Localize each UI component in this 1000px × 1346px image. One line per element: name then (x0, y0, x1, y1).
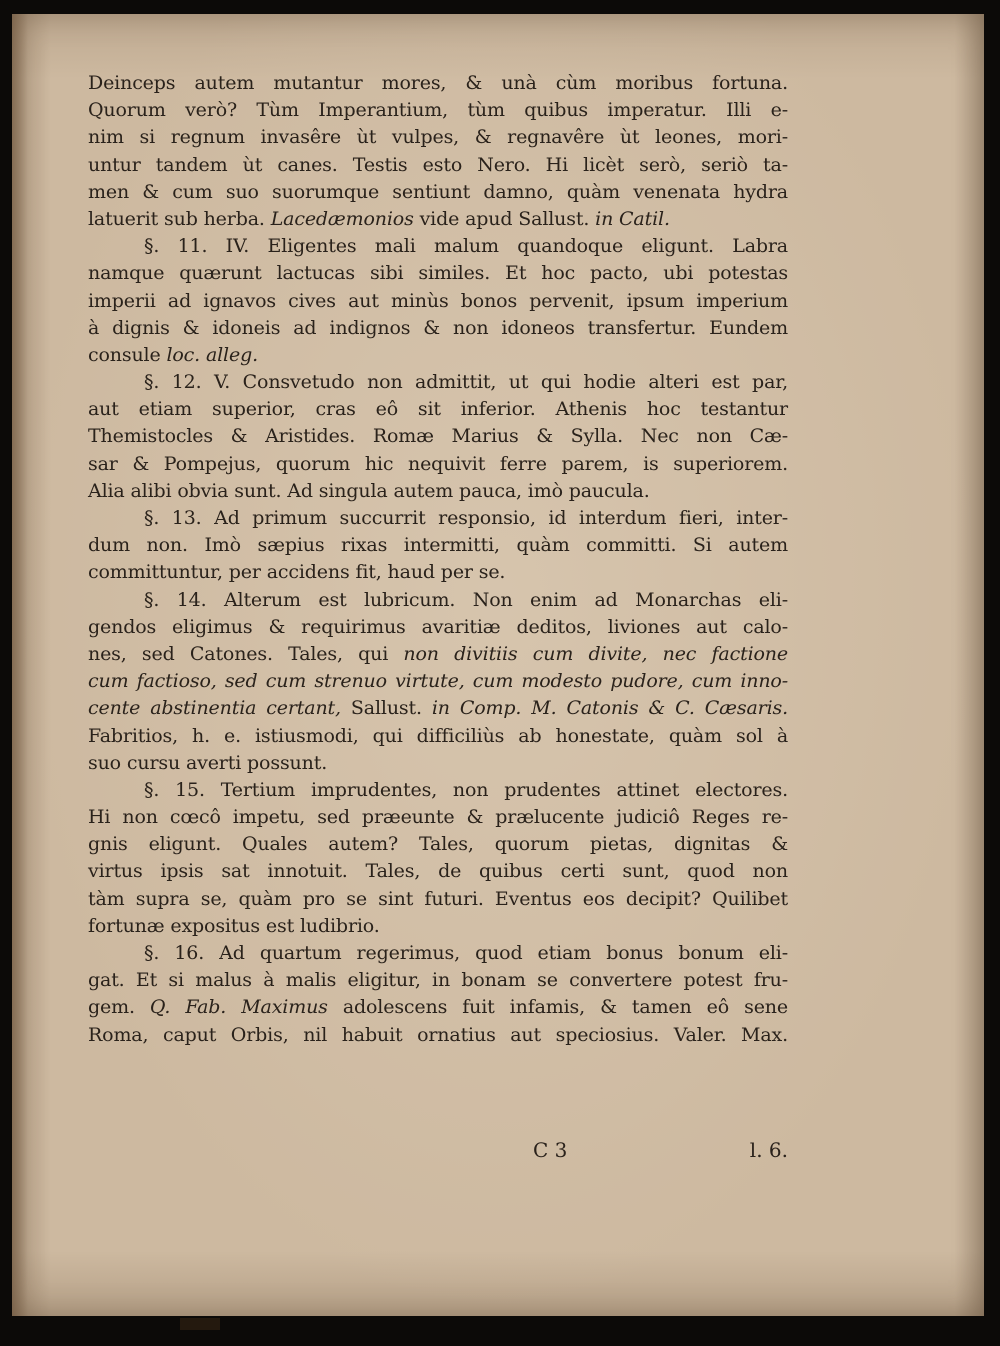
italic-span: loc. alleg. (166, 343, 258, 366)
text-span: fortunæ expositus est ludibrio. (88, 914, 380, 937)
text-line (88, 940, 788, 967)
text-span: §. 11. IV. Eligentes mali malum quandoque eligunt. Labra (144, 235, 788, 258)
text-span: suo cursu averti possunt. (88, 751, 328, 774)
text-line (88, 804, 788, 831)
text-line (88, 886, 788, 913)
text-span: nes, sed Catones. Tales, qui (88, 642, 404, 665)
text-span: §. 13. Ad primum succurrit responsio, id interdum fieri, inter- (144, 507, 788, 529)
italic-span: Lacedæmonios (270, 207, 414, 230)
text-span: gem. (88, 996, 150, 1019)
text-span: §. 15. Tertium imprudentes, non prudentes attinet electores. (144, 778, 788, 801)
text-line (88, 587, 788, 614)
text-line (88, 723, 788, 750)
text-span: virtus ipsis sat innotuit. Tales, de quibus certi sunt, quod non (88, 860, 788, 883)
text-line (88, 858, 788, 885)
text-span: aut etiam superior, cras eô sit inferior. Athenis hoc testantur (88, 398, 788, 421)
text-line (88, 206, 788, 233)
text-line (88, 478, 788, 505)
body-text (88, 70, 788, 1049)
text-line (88, 641, 788, 668)
text-line (88, 559, 788, 586)
text-span: committuntur, per accidens fit, haud per se. (88, 561, 506, 584)
ink-smudge (180, 1318, 220, 1330)
text-span: Sallust. (340, 697, 432, 720)
text-line (88, 124, 788, 151)
text-line (88, 423, 788, 450)
text-line (88, 777, 788, 804)
text-line (88, 831, 788, 858)
text-line (88, 97, 788, 124)
italic-span: cente abstinentia certant, (88, 697, 341, 720)
page-binding-edge (12, 14, 28, 1316)
text-span: tàm supra se, quàm pro se sint futuri. Eventus eos decipit? Quilibet (88, 887, 788, 910)
signature-mark: C 3 (533, 1138, 568, 1162)
text-line (88, 994, 788, 1021)
text-span: Fabritios, h. e. istiusmodi, qui difficiliùs ab honestate, quàm sol à (88, 724, 788, 747)
text-span: adolescens fuit infamis, & tamen eô sene (327, 996, 788, 1019)
text-line (88, 70, 788, 97)
text-span: untur tandem ùt canes. Testis esto Nero. Hi licèt serò, seriò ta- (88, 153, 788, 176)
text-span: gnis eligunt. Quales autem? Tales, quorum pietas, dignitas & (88, 833, 788, 856)
text-line (88, 342, 788, 369)
text-span: §. 12. V. Consvetudo non admittit, ut qui hodie alteri est par, (144, 371, 788, 394)
text-span: Themistocles & Aristides. Romæ Marius & Sylla. Nec non Cæ- (88, 425, 788, 448)
text-line (88, 260, 788, 287)
text-line (88, 369, 788, 396)
text-span: Roma, caput Orbis, nil habuit ornatius aut speciosius. Valer. Max. (88, 1023, 788, 1046)
text-span: consule (88, 343, 167, 366)
text-line (88, 396, 788, 423)
text-span: Alia alibi obvia sunt. Ad singula autem pauca, imò paucula. (88, 479, 650, 502)
text-line (88, 451, 788, 478)
text-line (88, 505, 788, 532)
italic-span: in Catil. (595, 207, 670, 230)
text-line (88, 233, 788, 260)
text-span: §. 14. Alterum est lubricum. Non enim ad Monarchas eli- (144, 588, 788, 611)
catchword: l. 6. (749, 1138, 788, 1162)
text-span: Quorum verò? Tùm Imperantium, tùm quibus imperatur. Illi e- (88, 99, 788, 122)
text-span: sar & Pompejus, quorum hic nequivit ferre parem, is superiorem. (88, 452, 788, 475)
italic-span: in Comp. M. Catonis & C. Cæsaris. (431, 697, 788, 720)
text-span: men & cum suo suorumque sentiunt damno, quàm venenata hydra (88, 180, 788, 203)
text-line (88, 913, 788, 940)
text-line (88, 614, 788, 641)
text-span: gat. Et si malus à malis eligitur, in bonam se convertere potest fru- (88, 969, 788, 992)
text-span: namque quærunt lactucas sibi similes. Et hoc pacto, ubi potestas (88, 262, 788, 285)
text-span: §. 16. Ad quartum regerimus, quod etiam bonus bonum eli- (144, 942, 788, 964)
text-line (88, 1022, 788, 1049)
text-span: imperii ad ignavos cives aut minùs bonos pervenit, ipsum imperium (88, 289, 788, 312)
italic-span: cum factioso, sed cum strenuo virtute, cum modesto pudore, cum inno- (88, 670, 788, 693)
text-span: dum non. Imò sæpius rixas intermitti, quàm committi. Si autem (88, 534, 788, 557)
text-line (88, 179, 788, 206)
text-line (88, 315, 788, 342)
italic-span: non divitiis cum divite, nec factione (403, 642, 788, 665)
text-line (88, 750, 788, 777)
text-span: gendos eligimus & requirimus avaritiæ deditos, liviones aut calo- (88, 615, 788, 638)
text-span: nim si regnum invasêre ùt vulpes, & regnavêre ùt leones, mori- (88, 126, 788, 149)
text-line (88, 695, 788, 722)
text-span: Hi non cœcô impetu, sed præeunte & prælucente judiciô Reges re- (88, 806, 788, 829)
text-span: latuerit sub herba. (88, 207, 271, 230)
text-line (88, 152, 788, 179)
text-span: vide apud Sallust. (413, 207, 596, 230)
italic-span: Q. Fab. Maximus (149, 996, 328, 1019)
page-footer (88, 1138, 788, 1166)
text-line (88, 967, 788, 994)
text-line (88, 532, 788, 559)
text-line (88, 668, 788, 695)
text-span: Deinceps autem mutantur mores, & unà cùm moribus fortuna. (88, 72, 788, 94)
text-span: à dignis & idoneis ad indignos & non idoneos transfertur. Eundem (88, 316, 788, 339)
text-line (88, 288, 788, 315)
